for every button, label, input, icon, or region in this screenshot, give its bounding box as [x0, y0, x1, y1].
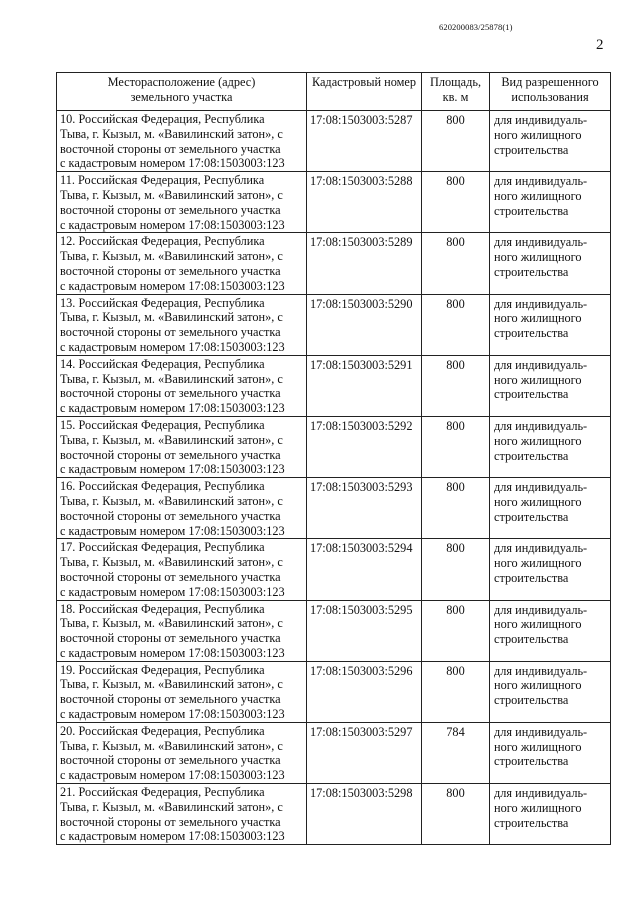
location-line: Тыва, г. Кызыл, м. «Вавилинский затон», с — [60, 799, 283, 814]
use-line: ного жилищного — [494, 372, 582, 387]
header-area-line: Площадь, — [429, 75, 482, 89]
cell-permitted-use — [490, 478, 611, 539]
table-row — [57, 600, 611, 661]
cell-area: 800 — [422, 172, 490, 233]
location-line: 16. Российская Федерация, Республика — [60, 479, 265, 494]
header-cadastral — [307, 73, 422, 111]
cell-permitted-use — [490, 172, 611, 233]
location-line: с кадастровым номером 17:08:1503003:123 — [60, 156, 285, 171]
use-line: строительства — [494, 754, 569, 769]
cell-cadastral-number: 17:08:1503003:5296 — [307, 661, 422, 722]
cell-permitted-use — [490, 294, 611, 355]
cell-location — [57, 294, 307, 355]
use-line: ного жилищного — [494, 494, 582, 509]
location-line: с кадастровым номером 17:08:1503003:123 — [60, 523, 285, 538]
cell-location — [57, 416, 307, 477]
table-row — [57, 784, 611, 845]
cell-permitted-use — [490, 355, 611, 416]
location-line: восточной стороны от земельного участка — [60, 692, 281, 707]
use-line: строительства — [494, 326, 569, 341]
location-line: восточной стороны от земельного участка — [60, 141, 281, 156]
header-location-line: земельного участка — [130, 89, 233, 104]
location-line: 14. Российская Федерация, Республика — [60, 356, 265, 371]
cell-area: 800 — [422, 294, 490, 355]
location-line: с кадастровым номером 17:08:1503003:123 — [60, 217, 285, 232]
use-line: ного жилищного — [494, 250, 582, 265]
cell-area: 800 — [422, 111, 490, 172]
use-line: строительства — [494, 632, 569, 647]
location-line: 17. Российская Федерация, Республика — [60, 540, 265, 555]
cell-permitted-use — [490, 784, 611, 845]
location-line: Тыва, г. Кызыл, м. «Вавилинский затон», с — [60, 310, 283, 325]
location-line: восточной стороны от земельного участка — [60, 386, 281, 401]
use-line: для индивидуаль- — [494, 480, 588, 495]
location-line: восточной стороны от земельного участка — [60, 569, 281, 584]
cell-permitted-use — [490, 111, 611, 172]
use-line: для индивидуаль- — [494, 296, 588, 311]
cell-permitted-use — [490, 600, 611, 661]
cell-area: 800 — [422, 478, 490, 539]
location-line: восточной стороны от земельного участка — [60, 263, 281, 278]
cell-location — [57, 478, 307, 539]
location-line: 11. Российская Федерация, Республика — [60, 173, 265, 188]
use-line: ного жилищного — [494, 127, 582, 142]
use-line: ного жилищного — [494, 617, 582, 632]
location-line: восточной стороны от земельного участка — [60, 814, 281, 829]
location-line: Тыва, г. Кызыл, м. «Вавилинский затон», с — [60, 432, 283, 447]
location-line: Тыва, г. Кызыл, м. «Вавилинский затон», с — [60, 371, 283, 386]
cell-permitted-use — [490, 416, 611, 477]
use-line: для индивидуаль- — [494, 418, 588, 433]
use-line: для индивидуаль- — [494, 786, 588, 801]
cell-permitted-use — [490, 722, 611, 783]
location-line: с кадастровым номером 17:08:1503003:123 — [60, 584, 285, 599]
use-line: строительства — [494, 264, 569, 279]
header-location — [57, 73, 307, 111]
cell-area: 800 — [422, 416, 490, 477]
cell-cadastral-number: 17:08:1503003:5289 — [307, 233, 422, 294]
cell-permitted-use — [490, 661, 611, 722]
location-line: с кадастровым номером 17:08:1503003:123 — [60, 462, 285, 477]
location-line: с кадастровым номером 17:08:1503003:123 — [60, 829, 285, 844]
use-line: для индивидуаль- — [494, 113, 588, 127]
document-code: 620200083/25878(1) — [439, 22, 513, 32]
cell-area: 800 — [422, 784, 490, 845]
location-line: Тыва, г. Кызыл, м. «Вавилинский затон», с — [60, 126, 283, 141]
table-row — [57, 722, 611, 783]
location-line: восточной стороны от земельного участка — [60, 447, 281, 462]
use-line: для индивидуаль- — [494, 724, 588, 739]
use-line: строительства — [494, 815, 569, 830]
location-line: Тыва, г. Кызыл, м. «Вавилинский затон», с — [60, 187, 283, 202]
table-row — [57, 172, 611, 233]
location-line: с кадастровым номером 17:08:1503003:123 — [60, 339, 285, 354]
location-line: с кадастровым номером 17:08:1503003:123 — [60, 645, 285, 660]
location-line: с кадастровым номером 17:08:1503003:123 — [60, 707, 285, 722]
header-use-line: использования — [511, 89, 589, 104]
cell-area: 784 — [422, 722, 490, 783]
cell-location — [57, 784, 307, 845]
location-line: с кадастровым номером 17:08:1503003:123 — [60, 768, 285, 783]
page-number: 2 — [596, 37, 604, 53]
header-use-line: Вид разрешенного — [501, 75, 599, 89]
location-line: Тыва, г. Кызыл, м. «Вавилинский затон», с — [60, 249, 283, 264]
use-line: строительства — [494, 693, 569, 708]
location-line: Тыва, г. Кызыл, м. «Вавилинский затон», с — [60, 555, 283, 570]
cell-area: 800 — [422, 233, 490, 294]
location-line: восточной стороны от земельного участка — [60, 753, 281, 768]
location-line: 19. Российская Федерация, Республика — [60, 662, 265, 677]
cell-location — [57, 661, 307, 722]
location-line: Тыва, г. Кызыл, м. «Вавилинский затон», с — [60, 677, 283, 692]
cell-cadastral-number: 17:08:1503003:5291 — [307, 355, 422, 416]
table-row — [57, 661, 611, 722]
header-area-line: кв. м — [442, 89, 469, 104]
cell-cadastral-number: 17:08:1503003:5293 — [307, 478, 422, 539]
use-line: ного жилищного — [494, 433, 582, 448]
location-line: Тыва, г. Кызыл, м. «Вавилинский затон», с — [60, 493, 283, 508]
use-line: ного жилищного — [494, 800, 582, 815]
location-line: 12. Российская Федерация, Республика — [60, 234, 265, 249]
use-line: для индивидуаль- — [494, 663, 588, 678]
location-line: с кадастровым номером 17:08:1503003:123 — [60, 401, 285, 416]
table-row — [57, 539, 611, 600]
cell-cadastral-number: 17:08:1503003:5295 — [307, 600, 422, 661]
table-row — [57, 233, 611, 294]
location-line: восточной стороны от земельного участка — [60, 631, 281, 646]
use-line: для индивидуаль- — [494, 174, 588, 189]
location-line: с кадастровым номером 17:08:1503003:123 — [60, 278, 285, 293]
cell-cadastral-number: 17:08:1503003:5290 — [307, 294, 422, 355]
use-line: строительства — [494, 570, 569, 585]
cell-cadastral-number: 17:08:1503003:5297 — [307, 722, 422, 783]
use-line: строительства — [494, 387, 569, 402]
cell-permitted-use — [490, 539, 611, 600]
table-row — [57, 294, 611, 355]
use-line: строительства — [494, 142, 569, 157]
location-line: 10. Российская Федерация, Республика — [60, 112, 265, 126]
location-line: восточной стороны от земельного участка — [60, 325, 281, 340]
cell-location — [57, 600, 307, 661]
cell-cadastral-number: 17:08:1503003:5294 — [307, 539, 422, 600]
location-line: 21. Российская Федерация, Республика — [60, 785, 265, 800]
cell-location — [57, 111, 307, 172]
table-row — [57, 111, 611, 172]
location-line: 15. Российская Федерация, Республика — [60, 417, 265, 432]
use-line: для индивидуаль- — [494, 357, 588, 372]
cell-cadastral-number: 17:08:1503003:5287 — [307, 111, 422, 172]
cell-area: 800 — [422, 600, 490, 661]
location-line: 20. Российская Федерация, Республика — [60, 723, 265, 738]
cell-cadastral-number: 17:08:1503003:5298 — [307, 784, 422, 845]
use-line: ного жилищного — [494, 188, 582, 203]
cell-area: 800 — [422, 661, 490, 722]
location-line: 18. Российская Федерация, Республика — [60, 601, 265, 616]
location-line: Тыва, г. Кызыл, м. «Вавилинский затон», с — [60, 616, 283, 631]
header-location-line: Месторасположение (адрес) — [107, 75, 256, 89]
table-row — [57, 416, 611, 477]
land-plots-table — [56, 72, 611, 845]
use-line: для индивидуаль- — [494, 602, 588, 617]
cell-location — [57, 539, 307, 600]
use-line: ного жилищного — [494, 311, 582, 326]
use-line: для индивидуаль- — [494, 235, 588, 250]
table-row — [57, 355, 611, 416]
use-line: строительства — [494, 448, 569, 463]
use-line: ного жилищного — [494, 556, 582, 571]
use-line: строительства — [494, 203, 569, 218]
cell-location — [57, 722, 307, 783]
location-line: восточной стороны от земельного участка — [60, 508, 281, 523]
table-row — [57, 478, 611, 539]
location-line: восточной стороны от земельного участка — [60, 202, 281, 217]
location-line: Тыва, г. Кызыл, м. «Вавилинский затон», с — [60, 738, 283, 753]
cell-location — [57, 233, 307, 294]
cell-location — [57, 355, 307, 416]
use-line: ного жилищного — [494, 739, 582, 754]
use-line: строительства — [494, 509, 569, 524]
use-line: ного жилищного — [494, 678, 582, 693]
use-line: для индивидуаль- — [494, 541, 588, 556]
cell-location — [57, 172, 307, 233]
cell-area: 800 — [422, 539, 490, 600]
header-area — [422, 73, 490, 111]
cell-area: 800 — [422, 355, 490, 416]
table-header-row — [57, 73, 611, 111]
cell-cadastral-number: 17:08:1503003:5288 — [307, 172, 422, 233]
location-line: 13. Российская Федерация, Республика — [60, 295, 265, 310]
header-cadastral-line: Кадастровый номер — [311, 75, 417, 89]
cell-cadastral-number: 17:08:1503003:5292 — [307, 416, 422, 477]
header-use — [490, 73, 611, 111]
cell-permitted-use — [490, 233, 611, 294]
